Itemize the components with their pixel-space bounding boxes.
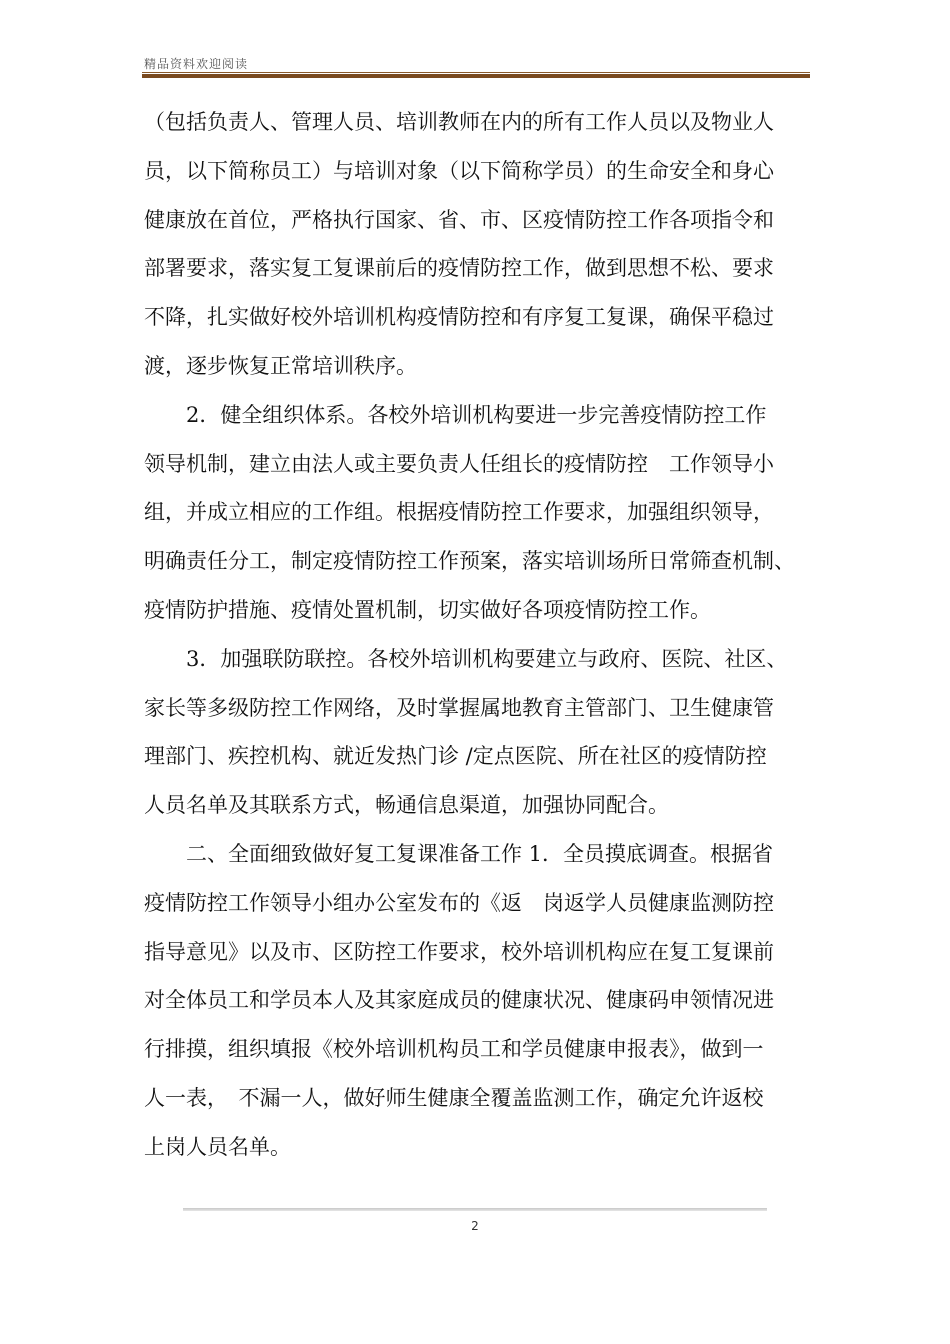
body-line: 疫情防控工作领导小组办公室发布的《返 岗返学人员健康监测防控 <box>144 890 774 915</box>
body-line: 不降，扎实做好校外培训机构疫情防控和有序复工复课，确保平稳过 <box>144 305 774 330</box>
body-line: 明确责任分工，制定疫情防控工作预案，落实培训场所日常筛查机制、 <box>144 549 795 574</box>
header-divider-thick <box>142 74 810 78</box>
body-line: 部署要求，落实复工复课前后的疫情防控工作，做到思想不松、要求 <box>144 256 774 281</box>
body-line: 2．健全组织体系。各校外培训机构要进一步完善疫情防控工作 <box>144 402 767 427</box>
body-line: 疫情防护措施、疫情处置机制，切实做好各项疫情防控工作。 <box>144 597 711 622</box>
body-line: 行排摸，组织填报《校外培训机构员工和学员健康申报表》，做到一 <box>144 1037 764 1062</box>
body-line: 人一表， 不漏一人，做好师生健康全覆盖监测工作，确定允许返校 <box>144 1085 764 1110</box>
body-line: 领导机制，建立由法人或主要负责人任组长的疫情防控 工作领导小 <box>144 451 774 476</box>
page-header-text: 精品资料欢迎阅读 <box>144 57 249 71</box>
header-divider-thin <box>142 72 810 73</box>
body-line: （包括负责人、管理人员、培训教师在内的所有工作人员以及物业人 <box>144 110 774 134</box>
body-line: 指导意见》以及市、区防控工作要求，校外培训机构应在复工复课前 <box>144 939 774 964</box>
body-line: 对全体员工和学员本人及其家庭成员的健康状况、健康码申领情况进 <box>144 988 774 1013</box>
footer-divider <box>183 1208 767 1211</box>
body-line: 员，以下简称员工）与培训对象（以下简称学员）的生命安全和身心 <box>144 158 774 183</box>
body-line: 上岗人员名单。 <box>144 1134 291 1159</box>
body-line: 家长等多级防控工作网络，及时掌握属地教育主管部门、卫生健康管 <box>144 695 774 720</box>
body-line: 人员名单及其联系方式，畅通信息渠道，加强协同配合。 <box>144 793 669 818</box>
body-line: 3．加强联防联控。各校外培训机构要建立与政府、医院、社区、 <box>144 646 788 671</box>
body-line: 理部门、疾控机构、就近发热门诊 /定点医院、所在社区的疫情防控 <box>144 744 767 769</box>
body-line: 组，并成立相应的工作组。根据疫情防控工作要求，加强组织领导， <box>144 500 774 525</box>
document-body <box>144 98 810 1172</box>
page-number: 2 <box>471 1219 479 1233</box>
body-line: 渡，逐步恢复正常培训秩序。 <box>144 353 417 378</box>
body-line: 健康放在首位，严格执行国家、省、市、区疫情防控工作各项指令和 <box>144 207 774 232</box>
body-line: 二、全面细致做好复工复课准备工作 1．全员摸底调查。根据省 <box>144 841 774 866</box>
